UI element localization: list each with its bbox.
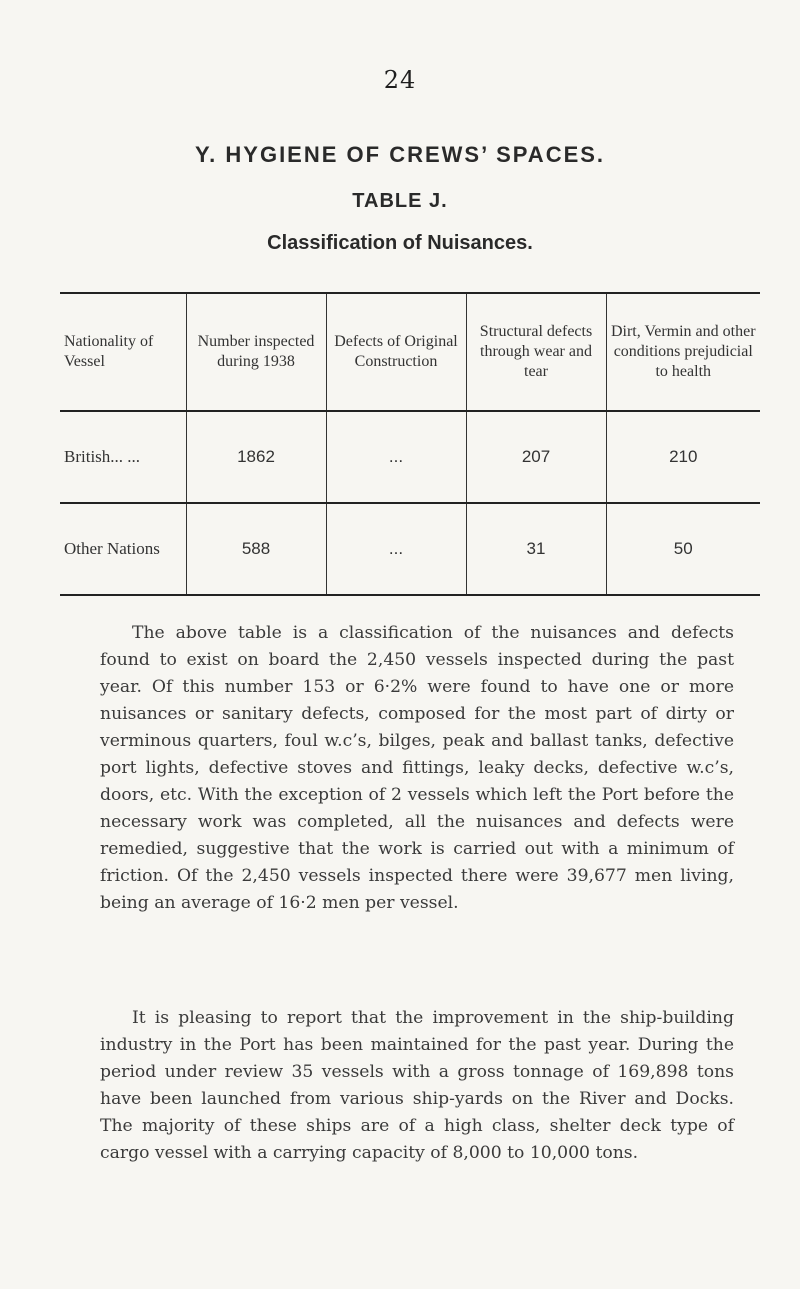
cell-structural-defects: 31	[466, 503, 606, 595]
cell-number-inspected: 1862	[186, 411, 326, 503]
table-row	[60, 503, 760, 595]
header-defects-original: Defects of Original Construction	[326, 293, 466, 411]
cell-number-inspected: 588	[186, 503, 326, 595]
cell-defects-original: ...	[326, 503, 466, 595]
cell-nationality: British... ...	[60, 411, 186, 503]
header-nationality: Nationality of Vessel	[60, 293, 186, 411]
table-caption: Classification of Nuisances.	[267, 232, 533, 254]
cell-dirt-vermin: 50	[606, 503, 760, 595]
page-number: 24	[383, 66, 417, 94]
paragraph-shipbuilding: It is pleasing to report that the improvement in the ship-building industry in the Port has been maintained for the past year. During the period under review 35 vessels with a gross tonnage of 169,898 tons have been launched from various ship-yards on the River and Docks. The majority of these ships are of a high class, shelter deck type of cargo vessel with a carrying capacity of 8,000 to 10,000 tons.	[100, 1008, 734, 1163]
header-dirt-vermin: Dirt, Vermin and other conditions prejudicial to health	[606, 293, 760, 411]
cell-defects-original: ...	[326, 411, 466, 503]
paragraph-classification: The above table is a classification of the nuisances and defects found to exist on board the 2,450 vessels inspected during the past year. Of this number 153 or 6·2% were found to have one or more nuisances or sanitary defects, composed for the most part of dirty or verminous quarters, foul w.c’s, bilges, peak and ballast tanks, defective port lights, defective stoves and fittings, leaky decks, defective w.c’s, doors, etc. With the exception of 2 vessels which left the Port before the necessary work was completed, all the nuisances and defects were remedied, suggestive that the work is carried out with a minimum of friction. Of the 2,450 vessels inspected there were 39,677 men living, being an average of 16·2 men per vessel.	[100, 623, 734, 913]
table-label: TABLE J.	[352, 190, 448, 212]
table-row	[60, 411, 760, 503]
cell-dirt-vermin: 210	[606, 411, 760, 503]
header-structural-defects: Structural defects through wear and tear	[466, 293, 606, 411]
cell-nationality: Other Nations	[60, 503, 186, 595]
table-header-row	[60, 293, 760, 411]
nuisances-table	[60, 292, 760, 596]
section-title: Y. HYGIENE OF CREWS’ SPACES.	[194, 142, 606, 167]
cell-structural-defects: 207	[466, 411, 606, 503]
header-number-inspected: Number inspected during 1938	[186, 293, 326, 411]
